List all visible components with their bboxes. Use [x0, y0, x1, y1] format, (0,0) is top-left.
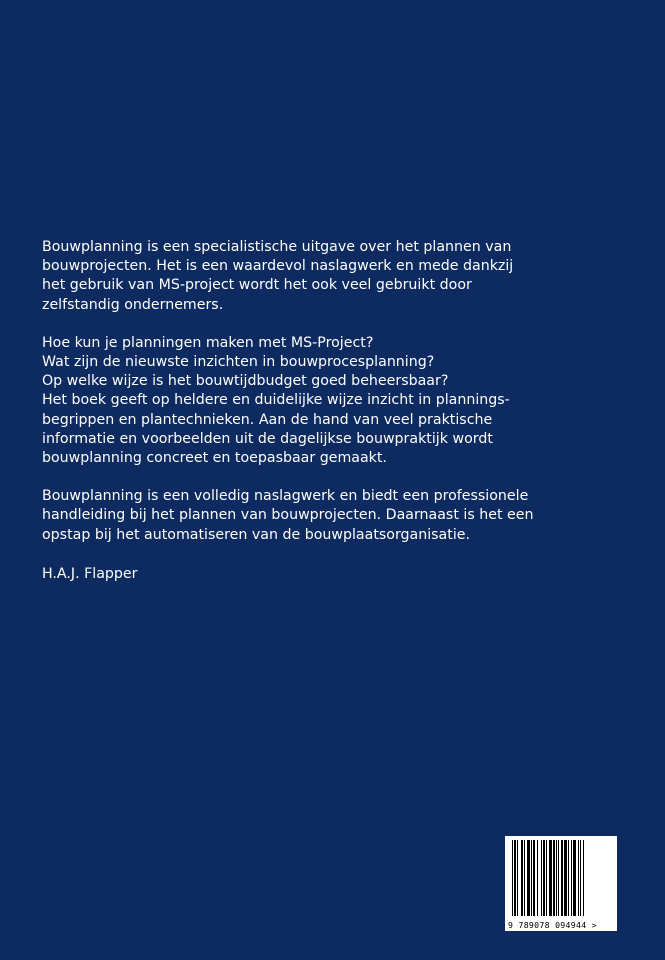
barcode-bar	[553, 840, 555, 916]
text-line: Hoe kun je planningen maken met MS-Project?	[42, 334, 374, 351]
barcode-bar	[512, 840, 513, 916]
barcode-bar	[524, 840, 525, 916]
barcode-bar	[561, 840, 563, 916]
text-line: Wat zijn de nieuwste inzichten in bouwprocesplanning?	[42, 354, 435, 371]
text-line: Bouwplanning is een volledig naslagwerk en biedt een professionele	[42, 488, 529, 505]
barcode-bar	[541, 840, 542, 916]
barcode-bar	[578, 840, 579, 916]
text-line: informatie en voorbeelden uit de dagelijkse bouwpraktijk wordt	[42, 430, 493, 447]
isbn-arrow: >	[591, 920, 597, 930]
barcode-bar	[533, 840, 535, 916]
barcode-bar	[531, 840, 532, 916]
text-line: het gebruik van MS-project wordt het ook veel gebruikt door	[42, 277, 472, 294]
paragraph-intro	[42, 238, 522, 315]
paragraph-questions	[42, 334, 522, 468]
text-line: opstap bij het automatiseren van de bouwplaatsorganisatie.	[42, 526, 470, 543]
author-name: H.A.J. Flapper	[42, 565, 138, 582]
paragraph-summary	[42, 487, 534, 545]
isbn-barcode	[505, 836, 617, 931]
barcode-bar	[564, 840, 567, 916]
barcode-bar	[521, 840, 523, 916]
barcode-bar	[537, 840, 538, 916]
barcode-bar	[527, 840, 530, 916]
barcode-bar	[556, 840, 557, 916]
barcode-bar	[580, 840, 581, 916]
barcode-bar	[558, 840, 559, 916]
barcode-bar	[514, 840, 516, 916]
text-line: Bouwplanning is een specialistische uitgave over het plannen van	[42, 239, 512, 255]
barcode-bar	[573, 840, 576, 916]
text-line: begrippen en plantechnieken. Aan de hand van veel praktische	[42, 411, 493, 428]
text-line: zelfstandig ondernemers.	[42, 296, 224, 313]
barcode-bar	[571, 840, 572, 916]
text-line: Het boek geeft op heldere en duidelijke wijze inzicht in plannings-	[42, 392, 510, 409]
barcode-bar	[546, 840, 547, 916]
text-line: bouwprojecten. Het is een waardevol naslagwerk en mede dankzij	[42, 258, 514, 275]
isbn-number	[508, 920, 614, 930]
blurb-text	[42, 238, 534, 584]
barcode-bar	[517, 840, 518, 916]
barcode-bar	[549, 840, 552, 916]
barcode-bar	[568, 840, 569, 916]
text-line: bouwplanning concreet en toepasbaar gemaakt.	[42, 450, 387, 467]
text-line: Op welke wijze is het bouwtijdbudget goed beheersbaar?	[42, 373, 449, 390]
text-line: handleiding bij het plannen van bouwprojecten. Daarnaast is het een	[42, 507, 534, 524]
isbn-digits: 9 789078 094944	[508, 920, 587, 930]
barcode-bar	[583, 840, 584, 916]
barcode-bar	[543, 840, 545, 916]
barcode-bars	[510, 840, 612, 916]
